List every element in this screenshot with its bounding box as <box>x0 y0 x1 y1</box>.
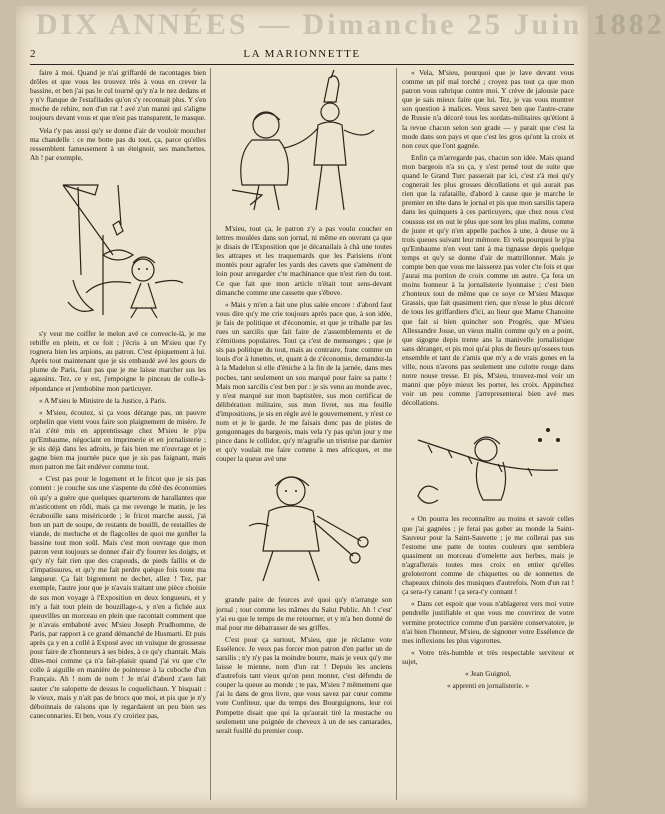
paragraph: « Vela, M'sieu, pourquoi que je lave devant vous comme un pif mal torché ; croyez pas tout ça que mon patron vous rabrique contre moi. Y crève de jalousie pace que je sais mieux faire que lui. Tez, je vas vous montrer son question à malices. Vous savez ben que l'autre-crane de Russie n'a décoré tous les sordats-militaires qu'étiont à la revue chacun selon son grade — y parait que c'est la mode dans son pays et que c'est les gros qu'ont la croix et non ceux que l'ont gagnée. <box>402 68 574 150</box>
paragraph: « A M'sieu le Ministre de la Justice, à Paris. <box>39 395 167 405</box>
officer-and-guignol-illustration <box>224 70 384 220</box>
running-head <box>30 48 574 64</box>
paragraph: Vela t'y pas aussi qu'y se donne d'air de vouloir moucher ma chandelle : ce me botte pas du tout, ça, parce qu'elles ressemblent fameusement à un éteignoir, ses manchettes. Ah ! par exemple, <box>30 125 206 162</box>
puppet-with-candle-illustration <box>43 165 193 325</box>
guignol-with-scissors-illustration <box>229 466 379 591</box>
column-3 <box>402 68 574 802</box>
signature-title: « apprenti en jornalisterie. » <box>446 681 530 691</box>
signature-name: « Jean Guignol, <box>464 668 511 678</box>
column-2 <box>216 68 392 802</box>
page-number: 2 <box>30 48 37 60</box>
paragraph: grande paire de feurces avé quoi qu'y n'arrange son jornal ; tout comme les mâmes du Salut Public. Ah ! c'est' y'ai eu que le temps de me retourner, et y m'a ben donné de mal pour me débarrasser de ses griffes. <box>216 595 392 632</box>
paragraph: faire à moi. Quand je n'ai griffardé de racontages bien drôles et que vous les trouvez très à vous en crever la bassine, et ben j'ai pas le cul tourné qu'y n'a le nez dedans et y n'v flanque de l'estafilades qu'on s'y reconnait plus. Y s'en moche de rehire, non d'un rat ! avé z'un manni qui s'aligne toujours devant vous et que n'est pas transparent, le masque. <box>30 68 206 123</box>
paragraph: s'y veut me coiffer le melon avé ce convecle-là, je me rebiffe en plein, et ce foit ; j'écris à un M'sieu que l'y rognera bien les arpions, au patron. C'est épiquement à lui. Après tout maintenant que je sis embaudé avé les gours de plume de Paris, faut pas que je me laisse marcher sus les agassins. Tez, ce y est, j'empoigne le pinceau de colle-à-répondance et j'embobine mon particuyer. <box>30 328 206 393</box>
newspaper-page <box>16 6 665 808</box>
paragraph: « On pourra les reconnaître au moins et savoir celles que j'ai gagnées ; je ferai pas gober au monde la Saint-Sauveur pour la Saint-Sauvette ; je me collerai pas sus l'estome une patte de toutes couleurs que semblera quasiment un morceau d'omelette aux herbes, mais je n'agraflerais toutes mes croix en entier qu'elles greloterront comme de chiquettes ou de sonnettes de chapeaux chinois des musiques d'autrefois. Nom d'un rat ! ça sera-t'y canant ! ça sera-t'y connant ! <box>402 514 574 597</box>
paragraph: « C'est pas pour le logement et le fricot que je sis pas content : je couche sus une s'aspente du côté des économies où qu'y a guère que quelques quarterons de harallantes que m'asticottent en rôdi, mais ça me revenge le matin, je les écrabouille sans miséricorde ; le fricot marche aussi, j'ai bon un part de soupe, de restants de bouilli, de restailles de viande, de merluche et de flagcolles de quoi me gonfler la bassine tout mon soûl. Mais c'est mon ouvrage que mon patron veut toujours se donner d'air d'y fourrer les doigts, et qu'y n'y fait rien que des crapouds, de pieds faillis et de z'impatissures, et qu'y me fait perdre quèque fois toute ma langueur. Ça fait bigrement ne dechet, allez ! Tez, par exemple, l'autre jour que je n'avais traitant une pièce choisie de sus mon voyage à l'Exposition en deux longueurs, et y m'y a fait tout plein de bouzillage-s, y n'en a fichée aux queuvilles un morceau en plein que racontait comment que je n'avais embaboté avec M'sieu Joseph Prudhomme, de Paris, par rapport à ce grand démanché de Husmarti. Et puis après ça y en a collé à Exposé avec un vuisque de grossesse pour faire de z'honneurs à ses bides, à ce qu'y chantait. Mais dites-moi comme ça n'a fait-plaisir quand j'ai vu que c'te colle à aiguille en manière de pointeuse à la cuboche d'un Français. Ah ! nom de nom ! Je m'ai d'abord z'aen fait sauter c'te salopette de dessus le coquelichaun. Y bisquait : le vieux, mais y n'ait pas de brocs que moi, et pis que je n'y déboinnais de raisons que ly regardaient un peu bien ses caneconnaries. Et ben, vous z'y croiriez pas, <box>30 474 206 720</box>
header-rule <box>30 64 574 65</box>
column-separator <box>210 68 211 800</box>
column-separator <box>396 68 397 800</box>
decorated-guignol-illustration <box>408 410 568 510</box>
bleed-through-masthead: DIX ANNÉES — Dimanche 25 Juin 1882 <box>36 8 665 41</box>
paragraph: C'est pour ça surtout, M'sieu, que je réclame vote Essélence. Je veux pas forcer mon patron d'en parler un de sarsilis ; n'y n'y pas la moindre bourre, mais je veux qu'y me laisse le mienne, nom d'un rat ! Depuis les anciens d'autrefois tant vieux qu'on peut monter, c'est défendu de couper la queue au monde ; te pas, M'sieu ? mêmement que j'ai lu dans de gros livre, que vous savez par cœur comme vote Confiteur, que du temps des Bourguignons, leur roi Pompette disait que qui la qu'aurait tiré la mustache ou seulement une poignée de cheveux à un de ses camarades, serait fusillé du premier coup. <box>216 634 392 735</box>
paragraph: M'sieu, tout ça, le patron z'y a pas voulu coucher en lettres moulées dans son jornal, ni même en ouvrant ça que je disais de l'Exposition que je décanailais à chà une toutes les attrapes et les traquemards que les Parisiens n'ont montés pour agrafer les yards des cavets que s'aménent de loin pour arregarder c'te machinance que n'est rien du tout. Ce que fait que mon article n'était tout sens-devant dimanche comme une cassette que s'ébove. <box>216 224 392 297</box>
running-title: LA MARIONNETTE <box>243 48 361 60</box>
paragraph: « Dans cet espoir que vous n'ablagerez vers moi votre pendrelle justifiable et que vous me couvrirez de votre vermine protectrice comme d'un parsière conservatoire, je n'ai bien l'honneur, M'sieu, de signoner votre Essélence de mes inflexions les plus vigorottes. <box>402 599 574 645</box>
column-1 <box>30 68 206 802</box>
paragraph: « M'sieu, écoutez, si ça vous dérange pas, un pauvre orphelin que vient vous faire son plaignement de misère. Je n'ai z'été mis en apprentissage chez M'sieu le p'pa qu'Embaume, négociant en imprimerie et en jornalisterie ; je sis déjà dans les adroits, je fais bien me n'ouvrage et je gagne bien ma journée puce que je sis pas faignant, mais mon patron me fait endéver comme tout. <box>30 407 206 472</box>
paragraph: Enfin ça m'arregarde pas, chacun son idée. Mais quand mon bargeois n'a su ça, y s'est pensé tout de suite que quand le Grand Turc passerait par ici, c'est z'à moi qu'y cognerait les plus grosses décollations et qui aurait pas rien que la rafataille, d'abord à cause que je marche le premier en tête dans le jornal et pis que mon sarsilis tapera dans les quinquets à ces particuyers, que chez nous c'est coussus est en out le plus que sont les plus malins, comme de juste et qu'y n'en appelle pachos à une, à deuse ou à trois queues suivant leur mémore. Et vela pourquoi le p'pa qu'Embaume n'en veut tant à ma tignasse depis quelque temps et qu'y se donne d'air de mattrillonner. Mais je compte ben que vous me laisserez pas voler c'te fois et que j'aurai ma portion de croix comme un autre. Ça fera un moins honneur à la jornalisterie lyonnaise ; c'est bien z'honteux tout de même que ce soye ce M'sieu Masque Grassis, que fait quasiment rien, que n'esse le plus décoré de tous les griffardiers d'ici, au lieur que Mame Chanoine que fait si bien quincher son Progrès, que M'sieu Allessandre Josse, un vieux malin comme qu'y en a point, que sigogne depis trente ans la manivelle jornalistique sans déranger, et pis moi qu'ai plus de fieurs qu'ossees tous ensemble et tant de z'amis que m'y a de vrais gones en la ville, nous n'avons pas seulement une culotte rouge dans notre nouse tresse. Et pis, M'sieu, trouvez-moi voir un manni que pôye mieux les porter, les croix. Appinchez voir un peu comme j'arrepresenterai bien avé mes décollations. <box>402 152 574 408</box>
paragraph: « Mais y m'en a fait une plus salée encore : d'abord faut vous dire qu'y me crie toujours après pace que, à son idée, je fais de politique et d'économie, et que je triballe par les rues un sarcilis que fait faire de z'assemblements et de z'émitions populaires. Tout ça c'est de mensonges ; que je sis pas politique du tout, mais au contraire, franc comme un louis d'or à lunettes, et, quant à de z'économie, demandez-la à la Madelon si elle d'éniche à la fin de la jarnée, dans mes poches, tant seulement un sou marqué pour faire sa patte ! Mais mon sarcilis c'est ben pur : je sis venu au monde avec, y n'est marqué sur mon baptistère, sus mon certificat de délibération militaire, sus mon livret, sus ma feuille d'impositions, je sis en règle avé le gouvernement, y n'est ce nom et je le garde. Je me faisais donc pas de pistes de gongonnages du bargeois, mais vela t'y pas qu'un jour y me pince dans le collidor, qu'y m'agrafie un tristrise par darnier et qu'y voulait me faire comme à mes africques, et me couper la queue avé une <box>216 299 392 464</box>
paragraph: « Votre très-humble et très respectable serviteur et sujet, <box>402 647 574 666</box>
